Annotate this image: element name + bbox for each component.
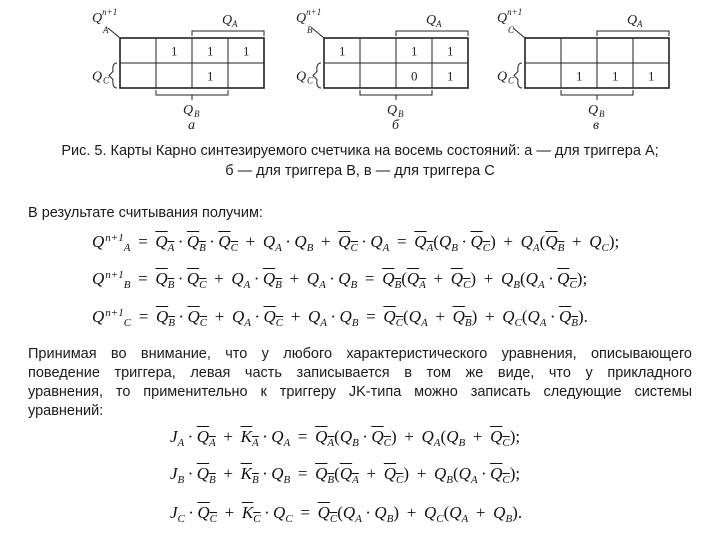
kmap-cell-value: 1: [612, 68, 619, 84]
kmap-bottom-variable-subscript: B: [194, 109, 200, 119]
kmap-cell-value: 1: [207, 68, 214, 84]
kmap-cell-value: 1: [576, 68, 583, 84]
kmap-b: [296, 7, 468, 133]
equation-jk-c: $J_C \cdot Q_C + K_C \cdot Q_C = Q_C(Q_A \cdot Q_B) + Q_C(Q_A + Q_B)$.: [170, 503, 523, 525]
karnaugh-maps-figure: [0, 0, 720, 140]
kmap-bottom-bracket: [561, 90, 633, 95]
kmap-column-variable: Q: [426, 13, 437, 28]
kmap-row-variable-subscript: C: [307, 75, 314, 86]
kmap-output-label: $Q^{n+1}$: [296, 7, 322, 26]
kmap-cell-value: 1: [339, 43, 346, 59]
paragraph-line: уравнения, то применительно к триггеру JK-типа можно записать следующие системы: [28, 384, 692, 400]
kmap-top-bracket: [396, 31, 468, 36]
kmap-bottom-variable: Q: [387, 103, 398, 118]
kmap-output-label: $Q^{n+1}$: [92, 7, 118, 26]
kmap-output-label: $Q^{n+1}$: [497, 7, 523, 26]
kmap-output-superscript: n+1: [507, 7, 523, 17]
kmap-cell-value: 0: [411, 68, 418, 84]
intro-text: В результате считывания получим:: [28, 205, 263, 221]
kmap-top-bracket: [192, 31, 264, 36]
kmap-corner-diagonal: [513, 28, 525, 38]
equation-qb-next: $Q^{n+1}_B = Q_B \cdot Q_C + Q_A \cdot Q_B + Q_A \cdot Q_B = Q_B(Q_A + Q_C) + Q_B(Q_A \cdot Q_C)$;: [92, 269, 588, 291]
kmap-output-subscript: C: [508, 25, 515, 35]
paragraph-jk: [28, 345, 692, 421]
equation-qc-next: $Q^{n+1}_C = Q_B \cdot Q_C + Q_A \cdot Q_C + Q_A \cdot Q_B = Q_C(Q_A + Q_B) + Q_C(Q_A \cdot Q_B)$.: [92, 307, 588, 329]
kmap-row-variable-subscript: C: [103, 75, 110, 86]
kmap-corner-diagonal: [108, 28, 120, 38]
kmap-bottom-variable: Q: [588, 103, 599, 118]
kmap-letter: б: [392, 118, 400, 133]
equation-qa-next: $Q^{n+1}_A = Q_A \cdot Q_B \cdot Q_C + Q_A \cdot Q_B + Q_C \cdot Q_A = Q_A(Q_B \cdot Q_C) + Q_A(Q_B + Q_C)$;: [92, 232, 620, 254]
kmap-cell-value: 1: [648, 68, 655, 84]
kmap-cell-value: 1: [447, 68, 454, 84]
paragraph-line: Принимая во внимание, что у любого характеристического уравнения, описывающего: [28, 346, 692, 362]
kmap-bottom-bracket: [156, 90, 228, 95]
kmap-row-variable-subscript: C: [508, 75, 515, 86]
caption-line-1: Рис. 5. Карты Карно синтезируемого счетчика на восемь состояний: а — для триггера А;: [61, 143, 659, 159]
kmap-cell-value: 1: [411, 43, 418, 59]
kmap-bottom-variable-subscript: B: [599, 109, 605, 119]
kmap-output-subscript: A: [103, 25, 109, 35]
kmap-top-bracket: [597, 31, 669, 36]
paragraph-line: уравнений:: [28, 403, 104, 419]
kmap-cell-value: 1: [171, 43, 178, 59]
kmap-cell-value: 1: [207, 43, 214, 59]
kmap-row-brace: [514, 63, 522, 88]
kmap-bottom-variable-subscript: B: [398, 109, 404, 119]
kmap-row-variable: Q: [497, 69, 508, 85]
kmap-cell-value: 1: [447, 43, 454, 59]
caption-line-2: б — для триггера В, в — для триггера С: [225, 163, 495, 179]
kmap-output-superscript: n+1: [306, 7, 322, 17]
figure-caption: [20, 141, 700, 181]
kmap-letter: в: [593, 118, 600, 133]
kmap-output-superscript: n+1: [102, 7, 118, 17]
equation-jk-a: $J_A \cdot Q_A + K_A \cdot Q_A = Q_A(Q_B \cdot Q_C) + Q_A(Q_B + Q_C)$;: [170, 427, 521, 449]
kmap-letter: а: [188, 118, 195, 133]
kmap-corner-diagonal: [312, 28, 324, 38]
kmap-output-subscript: B: [307, 25, 313, 35]
kmap-row-brace: [109, 63, 117, 88]
kmap-column-variable: Q: [222, 13, 233, 28]
kmap-cell-value: 1: [243, 43, 250, 59]
kmap-bottom-bracket: [360, 90, 432, 95]
paragraph-line: поведение триггера, левая часть записывается в том же виде, что у прикладного: [28, 365, 692, 381]
kmap-column-variable: Q: [627, 13, 638, 28]
kmap-column-variable-subscript: A: [637, 19, 643, 29]
kmap-a: [92, 7, 264, 133]
kmap-row-variable: Q: [92, 69, 103, 85]
kmap-column-variable-subscript: A: [232, 19, 238, 29]
equation-jk-b: $J_B \cdot Q_B + K_B \cdot Q_B = Q_B(Q_A + Q_C) + Q_B(Q_A \cdot Q_C)$;: [170, 464, 521, 486]
kmap-column-variable-subscript: A: [436, 19, 442, 29]
kmap-bottom-variable: Q: [183, 103, 194, 118]
kmap-row-variable: Q: [296, 69, 307, 85]
kmap-c: [497, 7, 669, 133]
kmap-row-brace: [313, 63, 321, 88]
